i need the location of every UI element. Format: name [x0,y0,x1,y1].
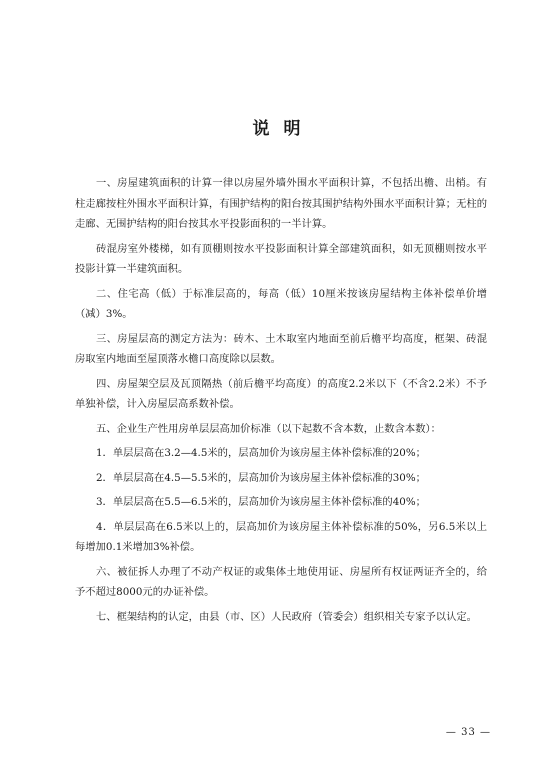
paragraph-2: 砖混房室外楼梯，如有顶棚则按水平投影面积计算全部建筑面积，如无顶棚则按水平投影计算一半建筑面积。 [75,242,487,275]
paragraph-6: 五、企业生产性用房单层层高加价标准（以下起数不含本数，止数含本数）： [96,422,441,435]
page-title: 说明 [252,119,315,139]
paragraph-1: 一、房屋建筑面积的计算一律以房屋外墙外围水平面积计算，不包括出檐、出梢。有柱走廊按柱外围水平面积计算，有围护结构的阳台按其围护结构外围水平面积计算；无柱的走廊、无围护结构的阳台按其水平投影面积的一半计算。 [75,177,487,230]
body-text [75,173,487,631]
paragraph-8: 七、框架结构的认定，由县（市、区）人民政府（管委会）组织相关专家予以认定。 [96,610,477,623]
list-item-2: 2．单层层高在4.5—5.5米的，层高加价为该房屋主体补偿标准的30%； [96,471,426,484]
list-item-4: 4．单层层高在6.5米以上的，层高加价为该房屋主体补偿标准的50%，另6.5米以上每增加0.1米增加3%补偿。 [75,520,487,553]
paragraph-3: 二、住宅高（低）于标准层高的，每高（低）10厘米按该房屋结构主体补偿单价增（减）3%。 [75,287,487,320]
list-item-3: 3．单层层高在5.5—6.5米的，层高加价为该房屋主体补偿标准的40%； [96,496,426,508]
paragraph-7: 六、被征拆人办理了不动产权证的或集体土地使用证、房屋所有权证两证齐全的，给予不超过8000元的办证补偿。 [75,565,487,598]
paragraph-4: 三、房屋层高的测定方法为：砖木、土木取室内地面至前后檐平均高度，框架、砖混房取室内地面至屋顶落水檐口高度除以层数。 [75,332,487,365]
paragraph-5: 四、房屋架空层及瓦顶隔热（前后檐平均高度）的高度2.2米以下（不含2.2米）不予单独补偿，计入房屋层高系数补偿。 [75,377,487,410]
list-item-1: 1．单层层高在3.2—4.5米的，层高加价为该房屋主体补偿标准的20%； [96,447,426,459]
page-number: — 33 — [445,727,491,738]
